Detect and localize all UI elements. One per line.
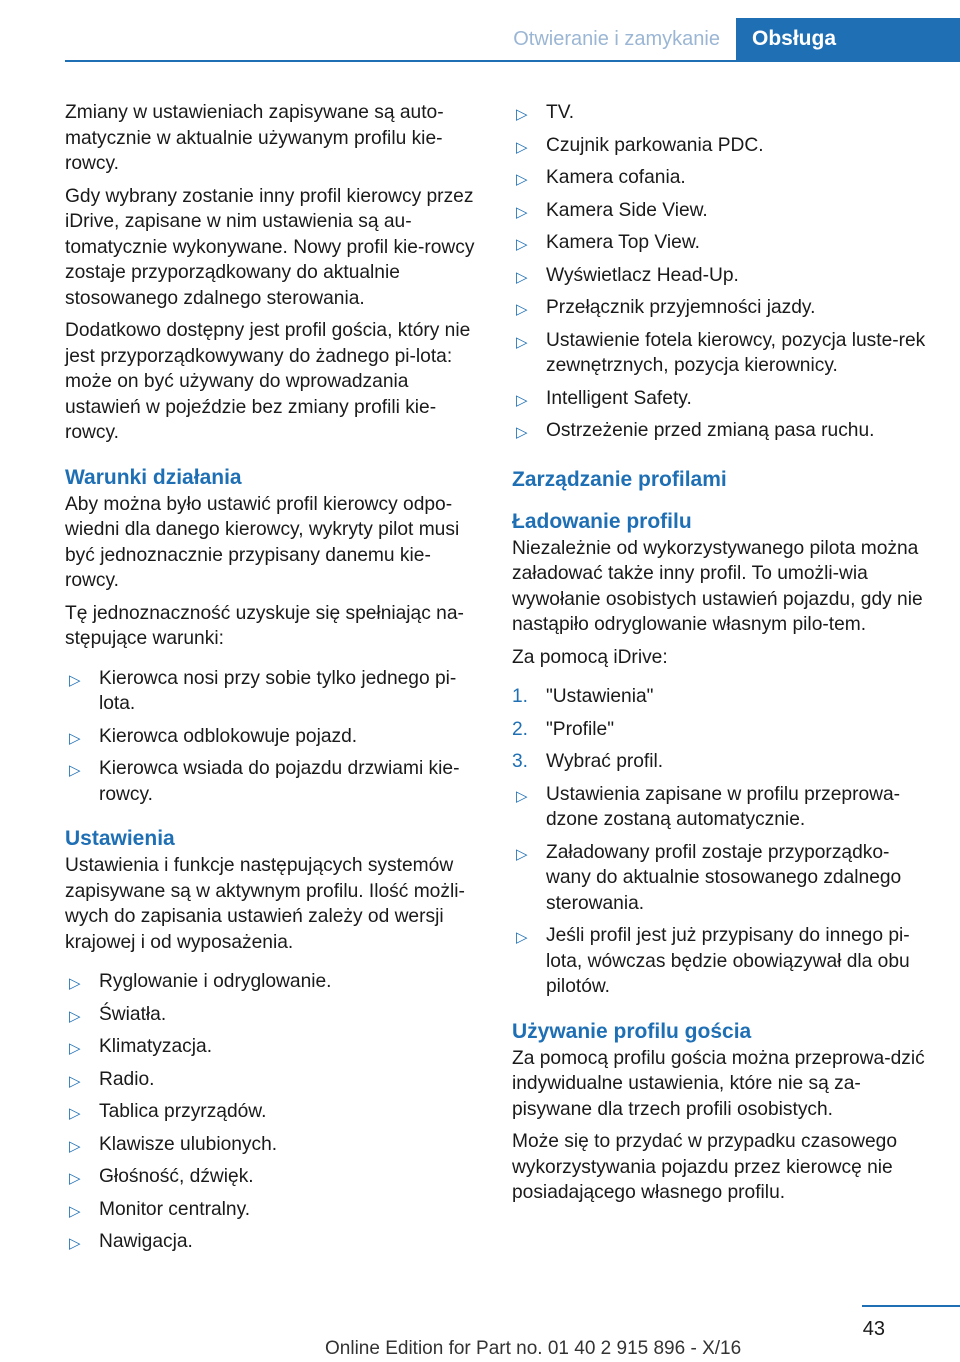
paragraph: Aby można było ustawić profil kierowcy odpo-wiedni dla danego kierowcy, wykryty pilot musi być jednoznacznie przypisany danemu kie-rowcy.	[65, 493, 460, 591]
triangle-bullet-icon: ▷	[516, 301, 528, 318]
triangle-bullet-icon: ▷	[69, 671, 81, 689]
triangle-bullet-icon: ▷	[69, 1007, 81, 1025]
triangle-bullet-icon: ▷	[516, 236, 528, 253]
list-item: ▷ Radio.	[65, 1067, 480, 1093]
triangle-bullet-icon: ▷	[69, 1235, 81, 1252]
list-item: ▷ Ryglowanie i odryglowanie.	[65, 969, 480, 995]
paragraph: Ustawienia i funkcje następujących systemów zapisywane są w aktywnym profilu. Ilość możli-wych do zapisania ustawień zależy od wersji krajowej i od wyposażenia.	[65, 855, 465, 953]
triangle-bullet-icon: ▷	[69, 1040, 81, 1057]
list-item: ▷ Wyświetlacz Head-Up.	[512, 263, 927, 289]
triangle-bullet-icon: ▷	[69, 1072, 81, 1090]
list-item: ▷ Monitor centralny.	[65, 1197, 480, 1223]
conditions-list	[65, 666, 480, 808]
triangle-bullet-icon: ▷	[69, 729, 81, 747]
list-item: ▷ Ustawienia zapisane w profilu przeprowa-dzone zostaną automatycznie.	[516, 783, 901, 830]
header-section-title: Otwieranie i zamykanie	[513, 28, 720, 50]
list-item: ▷ TV.	[512, 100, 927, 126]
list-item: ▷ Kierowca nosi przy sobie tylko jednego pi-lota.	[69, 667, 457, 714]
systems-list-continued	[512, 100, 927, 444]
list-item: ▷ Jeśli profil jest już przypisany do innego pi-lota, wówczas będzie obowiązywał dla obu pilotów.	[516, 925, 910, 997]
notes-list	[512, 782, 927, 1000]
paragraph: Zmiany w ustawieniach zapisywane są auto-matycznie w aktualnie używanym profilu kie-rowcy.	[65, 102, 444, 174]
list-item: ▷ Tablica przyrządów.	[65, 1099, 480, 1125]
list-item: ▷ Klimatyzacja.	[65, 1034, 480, 1060]
list-item: ▷ Nawigacja.	[65, 1229, 480, 1255]
step-item: 3. Wybrać profil.	[512, 749, 927, 775]
step-item: 1. "Ustawienia"	[512, 684, 927, 710]
heading-settings: Ustawienia	[65, 827, 175, 850]
list-item: ▷ Głośność, dźwięk.	[65, 1164, 480, 1190]
footer-edition: Online Edition for Part no. 01 40 2 915 896 - X/16	[325, 1338, 742, 1359]
paragraph: Za pomocą iDrive:	[512, 646, 668, 668]
step-number: 2.	[512, 718, 529, 740]
paragraph: Za pomocą profilu gościa można przeprowa-dzić indywidualne ustawienia, które nie są za-pisywane dla trzech profili osobistych.	[512, 1047, 925, 1120]
heading-loading-profile: Ładowanie profilu	[512, 509, 692, 533]
paragraph: Tę jednoznaczność uzyskuje się spełniając na-stępujące warunki:	[65, 602, 464, 649]
list-item: ▷ Załadowany profil zostaje przyporządko-wany do aktualnie stosowanego zdalnego sterowania.	[516, 841, 902, 914]
left-column	[65, 100, 480, 1262]
step-item: 2. "Profile"	[512, 717, 927, 743]
triangle-bullet-icon: ▷	[69, 1170, 81, 1187]
list-item: ▷ Kamera cofania.	[512, 165, 927, 191]
list-item: ▷ Intelligent Safety.	[512, 386, 927, 412]
list-item: ▷ Kierowca wsiada do pojazdu drzwiami kie-rowcy.	[69, 758, 460, 805]
list-item: ▷ Kamera Top View.	[512, 230, 927, 256]
heading-profile-management: Zarządzanie profilami	[512, 467, 727, 491]
triangle-bullet-icon: ▷	[69, 1105, 81, 1122]
step-number: 1.	[512, 686, 529, 707]
list-item: ▷ Kierowca odblokowuje pojazd.	[65, 724, 480, 750]
triangle-bullet-icon: ▷	[69, 1137, 81, 1155]
paragraph: Gdy wybrany zostanie inny profil kierowcy przez iDrive, zapisane w nim ustawienia są au-tomatycznie wykonywane. Nowy profil kie-rowcy zostaje przyporządkowany do aktualnie stosowanego zdalnego sterowania.	[65, 185, 475, 309]
triangle-bullet-icon: ▷	[69, 975, 81, 992]
triangle-bullet-icon: ▷	[516, 106, 528, 123]
triangle-bullet-icon: ▷	[69, 1202, 81, 1220]
paragraph: Może się to przydać w przypadku czasowego wykorzystywania pojazdu przez kierowcę nie posiadającego własnego profilu.	[512, 1131, 897, 1203]
triangle-bullet-icon: ▷	[516, 171, 528, 188]
footer-rule	[862, 1305, 960, 1307]
heading-conditions: Warunki działania	[65, 465, 242, 489]
triangle-bullet-icon: ▷	[516, 203, 528, 221]
list-item: ▷ Czujnik parkowania PDC.	[512, 133, 927, 159]
list-item: ▷ Światła.	[65, 1002, 480, 1028]
list-item: ▷ Ustawienie fotela kierowcy, pozycja luste-rek zewnętrznych, pozycja kierownicy.	[516, 329, 926, 376]
triangle-bullet-icon: ▷	[516, 929, 528, 946]
triangle-bullet-icon: ▷	[516, 268, 528, 286]
list-item: ▷ Ostrzeżenie przed zmianą pasa ruchu.	[512, 418, 927, 444]
paragraph: Dodatkowo dostępny jest profil gościa, który nie jest przyporządkowywany do żadnego pi-lota: może on być używany do wprowadzania ustawień w pojeździe bez zmiany profili kie-rowcy.	[65, 320, 471, 443]
page-header	[0, 0, 960, 62]
triangle-bullet-icon: ▷	[516, 845, 528, 863]
paragraph: Niezależnie od wykorzystywanego pilota można załadować także inny profil. To umożli-wia wywołanie osobistych ustawień pojazdu, gdy nie nastąpiło odryglowanie własnym pilo-tem.	[512, 537, 923, 635]
right-column	[512, 100, 927, 1213]
triangle-bullet-icon: ▷	[69, 762, 81, 779]
triangle-bullet-icon: ▷	[516, 138, 528, 156]
header-chapter-tab: Obsługa	[736, 18, 960, 62]
page-number: 43	[862, 1318, 885, 1340]
systems-list	[65, 969, 480, 1255]
steps-list	[512, 684, 927, 775]
triangle-bullet-icon: ▷	[516, 787, 528, 805]
triangle-bullet-icon: ▷	[516, 424, 528, 441]
step-number: 3.	[512, 751, 529, 772]
list-item: ▷ Klawisze ulubionych.	[65, 1132, 480, 1158]
triangle-bullet-icon: ▷	[516, 391, 528, 409]
list-item: ▷ Przełącznik przyjemności jazdy.	[512, 295, 927, 321]
list-item: ▷ Kamera Side View.	[512, 198, 927, 224]
header-rule	[65, 60, 960, 62]
heading-guest-profile: Używanie profilu gościa	[512, 1019, 752, 1043]
triangle-bullet-icon: ▷	[516, 333, 528, 351]
